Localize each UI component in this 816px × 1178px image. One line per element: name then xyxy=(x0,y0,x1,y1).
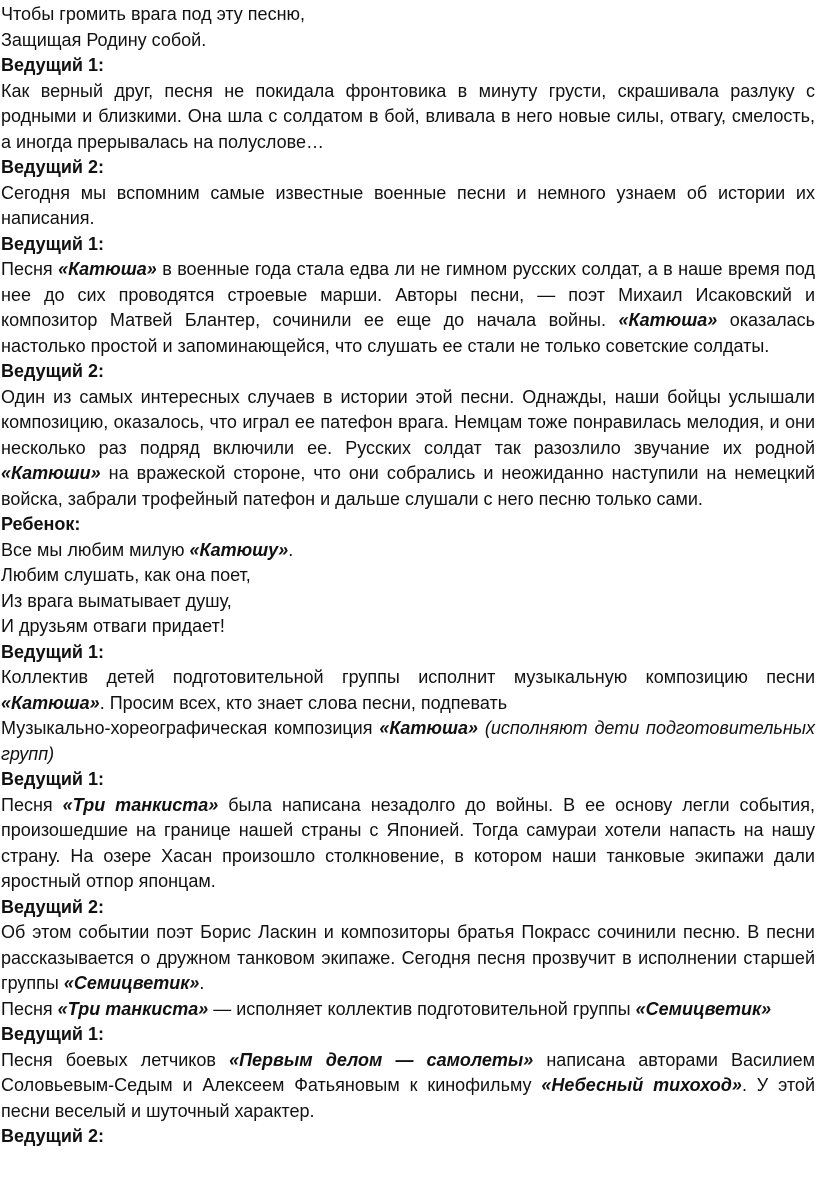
text: на вражеской стороне, что они собрались и неожиданно наступили на немецкий войска, забрали трофейный патефон и дальше слушали с него песню только сами. xyxy=(1,463,815,509)
paragraph xyxy=(1,920,815,997)
text: . xyxy=(199,973,205,993)
speaker-label: Ведущий 2: xyxy=(1,361,104,381)
text: написана авторами Василием Соловьевым-Седым и Алексеем Фатьяновым к кинофильму xyxy=(1,1049,816,1095)
song-title: «Катюши» xyxy=(1,463,101,483)
text: оказалась настолько простой и запоминающейся, что слушать ее стали не только советские солдаты. xyxy=(1,310,815,356)
poem-line: И друзьям отваги придает! xyxy=(1,616,225,636)
song-title: «Катюша» xyxy=(1,692,100,713)
paragraph xyxy=(1,665,815,716)
speaker-label: Ведущий 2: xyxy=(1,157,104,177)
speaker-label: Ведущий 1: xyxy=(1,1024,104,1044)
text: Песня xyxy=(1,794,63,815)
paragraph xyxy=(1,257,815,359)
text: . У этой песни веселый и шуточный характер. xyxy=(1,1075,815,1121)
text: Музыкально-хореографическая композиция xyxy=(1,718,380,738)
song-title: «Три танкиста» xyxy=(62,794,219,815)
poem-line: Любим слушать, как она поет, xyxy=(1,565,251,585)
stage-note: (исполняют дети подготовительных групп) xyxy=(1,718,815,764)
poem-line: Из врага выматывает душу, xyxy=(1,590,232,611)
text: была написана незадолго до войны. В ее основу легли события, произошедшие на границе нашей страны с Японией. Тогда самураи хотели напасть на нашу страну. На озере Хасан произошло столкновение, в котором наши танковые экипажи дали яростный отпор японцам. xyxy=(1,794,815,891)
speaker-label: Ведущий 1: xyxy=(1,641,104,662)
text: Песня xyxy=(1,998,58,1019)
group-name: «Семицветик» xyxy=(635,998,772,1019)
song-title: «Катюша» xyxy=(58,259,157,279)
poem-line: Чтобы громить врага под эту песню, xyxy=(1,4,306,24)
speaker-label: Ведущий 1: xyxy=(1,769,104,789)
speaker-label: Ведущий 2: xyxy=(1,1126,104,1146)
paragraph xyxy=(1,716,815,767)
text: . xyxy=(288,539,294,560)
song-title: «Первым делом — самолеты» xyxy=(229,1049,534,1070)
text: Один из самых интересных случаев в истории этой песни. Однажды, наши бойцы услышали композицию, оказалось, что играл ее патефон врага. Немцам тоже понравилась мелодия, и они несколько раз подряд включили ее. Русских солдат так разозлило звучание их родной xyxy=(1,386,815,458)
speaker-label: Ведущий 2: xyxy=(1,896,104,917)
paragraph xyxy=(1,1048,815,1125)
text: Об этом событии поэт Борис Ласкин и композиторы братья Покрасс сочинили песню. В песни рассказывается о дружном танковом экипаже. Сегодня песня прозвучит в исполнении старшей группы xyxy=(1,922,815,993)
text: . Просим всех, кто знает слова песни, подпевать xyxy=(99,692,508,713)
text: — исполняет коллектив подготовительной группы xyxy=(208,998,636,1019)
text: Все мы любим милую xyxy=(1,539,190,560)
group-name: «Семицветик» xyxy=(63,973,200,993)
song-title: «Катюшу» xyxy=(189,539,289,560)
film-title: «Небесный тихоход» xyxy=(541,1075,742,1095)
paragraph xyxy=(1,385,815,513)
text: Песня xyxy=(1,259,59,279)
paragraph xyxy=(1,793,815,895)
song-title: «Три танкиста» xyxy=(57,998,209,1019)
text: Песня боевых летчиков xyxy=(1,1049,230,1070)
speaker-label: Ребенок: xyxy=(1,514,81,534)
paragraph xyxy=(1,997,815,1023)
poem-line: Защищая Родину собой. xyxy=(1,29,207,50)
speaker-label: Ведущий 1: xyxy=(1,55,104,75)
paragraph: Как верный друг, песня не покидала фронтовика в минуту грусти, скрашивала разлуку с родными и близкими. Она шла с солдатом в бой, вливала в него новые силы, отвагу, смелость, а иногда прерывалась на полуслове… xyxy=(1,80,815,152)
song-title: «Катюша» xyxy=(618,310,718,330)
poem-line xyxy=(1,538,815,564)
text: Коллектив детей подготовительной группы исполнит музыкальную композицию песни xyxy=(1,667,815,687)
paragraph: Сегодня мы вспомним самые известные военные песни и немного узнаем об истории их написания. xyxy=(1,182,815,228)
song-title: «Катюша» xyxy=(379,718,479,738)
text: в военные года стала едва ли не гимном русских солдат, а в наше время под нее до сих проводятся строевые марши. Авторы песни, — поэт Михаил Исаковский и композитор Матвей Блантер, сочинили ее еще до начала войны. xyxy=(1,259,815,330)
speaker-label: Ведущий 1: xyxy=(1,233,104,254)
